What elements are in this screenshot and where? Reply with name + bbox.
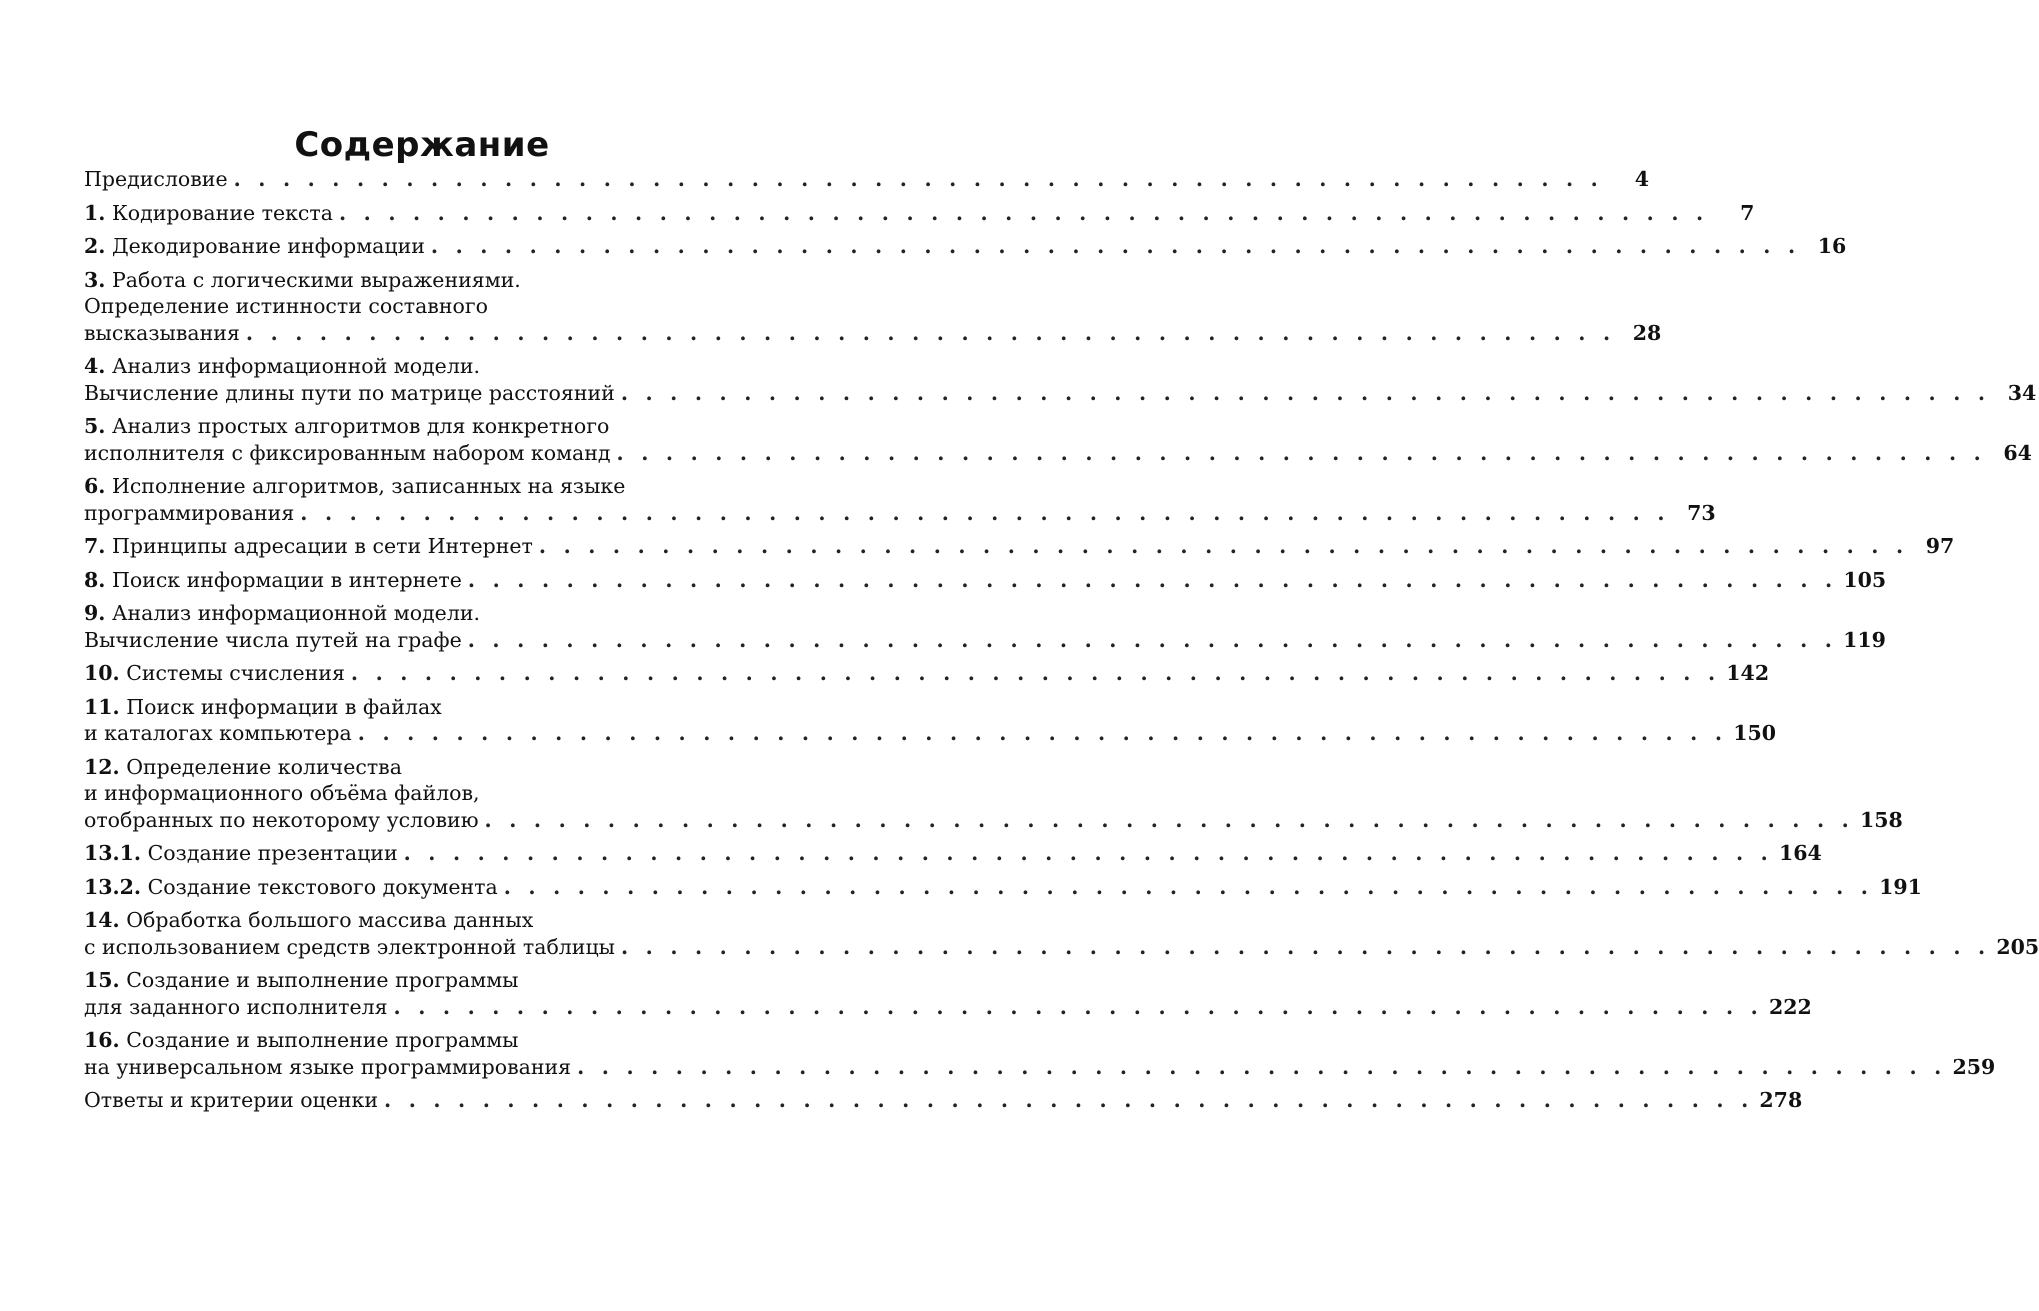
toc-entry-text: отобранных по некоторому условию	[84, 807, 479, 832]
toc-page-number: 142	[1726, 661, 1770, 685]
toc-page-number: 259	[1952, 1054, 1996, 1079]
toc-line	[84, 600, 716, 627]
toc-entry-title	[84, 754, 402, 781]
toc-page-number: 105	[1843, 567, 1887, 592]
toc-entry-text: на универсальном языке программирования	[84, 1054, 572, 1079]
toc-entry-title	[84, 320, 240, 347]
toc-entry-title	[84, 840, 398, 867]
toc-entry[interactable]	[84, 413, 2032, 466]
dot-leader: . . . . . . . . . . . . . . . . . . . . . . . . . . . . . . . . . . . . . . . . . . . . . . . . . . . . . . . .	[620, 934, 1991, 959]
toc-entry-title	[84, 413, 609, 440]
toc-entry-title	[84, 567, 462, 594]
dot-leader: . . . . . . . . . . . . . . . . . . . . . . . . . . . . . . . . . . . . . . . . . . . . . . . . . . . . . . . .	[338, 200, 1709, 225]
toc-entry[interactable]	[84, 473, 1716, 526]
toc-entry[interactable]	[84, 567, 1887, 594]
toc-entry[interactable]	[84, 840, 1822, 867]
toc-page-number: 28	[1632, 320, 1662, 345]
toc-entry-title	[84, 500, 294, 527]
toc-line	[84, 874, 1922, 901]
toc-entry-title	[84, 267, 521, 294]
dot-leader: . . . . . . . . . . . . . . . . . . . . . . . . . . . . . . . . . . . . . . . . . . . . . . . . . . . . . . . .	[467, 627, 1838, 652]
toc-page-number: 64	[2003, 440, 2032, 465]
toc-entry-number: 13.2.	[84, 874, 142, 899]
toc-line	[84, 994, 1812, 1021]
toc-entry-text: Вычисление числа путей на графе	[84, 627, 462, 652]
toc-line	[84, 267, 716, 294]
toc-page-number: 73	[1687, 500, 1716, 525]
toc-entry-text: с использованием средств электронной таблицы	[84, 934, 615, 959]
dot-leader: . . . . . . . . . . . . . . . . . . . . . . . . . . . . . . . . . . . . . . . . . . . . . . . . . . . . . . . .	[300, 500, 1670, 525]
toc-entry-text: Определение количества	[126, 754, 402, 779]
toc-line	[84, 380, 2037, 407]
toc-line	[84, 233, 1847, 260]
toc-entry-text: Работа с логическими выражениями.	[111, 267, 521, 292]
toc-page-number: 158	[1859, 807, 1903, 832]
toc-entry[interactable]	[84, 353, 2037, 406]
toc-entry-title	[84, 533, 533, 560]
toc-entry-title	[84, 907, 533, 934]
dot-leader: . . . . . . . . . . . . . . . . . . . . . . . . . . . . . . . . . . . . . . . . . . . . . . . . . . . . . . . .	[357, 721, 1728, 745]
toc-entry-text: Обработка большого массива данных	[126, 908, 534, 932]
toc-entry-text: Принципы адресации в сети Интернет	[111, 534, 533, 558]
toc-entry[interactable]	[84, 600, 1886, 653]
toc-page-number: 34	[2007, 380, 2037, 405]
toc-entry-number: 14.	[84, 908, 120, 932]
toc-entry-text: Анализ простых алгоритмов для конкретного	[111, 414, 610, 438]
toc-page-number: 7	[1740, 200, 1755, 225]
toc-entry-number: 16.	[84, 1028, 120, 1052]
toc-entry-title	[84, 627, 462, 654]
toc-line	[84, 840, 1822, 867]
toc-entry-text: Создание и выполнение программы	[126, 968, 519, 992]
toc-entry-text: Поиск информации в файлах	[126, 694, 442, 719]
toc-line	[84, 907, 716, 934]
toc-entry[interactable]	[84, 233, 1847, 260]
toc-entry-title	[84, 166, 228, 193]
toc-entry-title	[84, 934, 615, 961]
toc-line	[84, 293, 716, 320]
toc-entry-text: Создание текстового документа	[147, 874, 498, 899]
toc-entry-title	[84, 660, 345, 687]
dot-leader: . . . . . . . . . . . . . . . . . . . . . . . . . . . . . . . . . . . . . . . . . . . . . . . . . . . . . . . .	[393, 994, 1763, 1019]
toc-entry-title	[84, 233, 425, 260]
toc-line	[84, 440, 2032, 467]
toc-page-number: 191	[1879, 874, 1922, 899]
toc-page-number: 164	[1779, 841, 1822, 865]
toc-line	[84, 967, 716, 994]
toc-page-number: 150	[1733, 721, 1776, 745]
toc-page-number: 205	[1996, 934, 2039, 959]
toc-entry-title	[84, 1054, 571, 1081]
toc-entry-number: 3.	[84, 267, 106, 292]
toc-entry-number: 1.	[84, 200, 106, 225]
toc-entry[interactable]	[84, 660, 1770, 687]
dot-leader: . . . . . . . . . . . . . . . . . . . . . . . . . . . . . . . . . . . . . . . . . . . . . . . . . . . . . . . .	[430, 234, 1801, 258]
toc-entry-number: 5.	[84, 414, 106, 438]
toc-entry-title	[84, 293, 488, 320]
toc-entry-text: Вычисление длины пути по матрице расстояний	[84, 380, 615, 405]
page-title: Содержание	[294, 124, 550, 165]
toc-entry-text: программирования	[84, 500, 295, 525]
toc-entry-number: 11.	[84, 694, 120, 719]
toc-entry-text: Предисловие	[84, 167, 228, 191]
toc-page-number: 4	[1634, 167, 1650, 191]
toc-entry-text: Ответы и критерии оценки	[84, 1088, 379, 1112]
toc-entry[interactable]	[84, 200, 1755, 227]
toc-entry-number: 7.	[84, 534, 106, 558]
toc-entry-text: и каталогах компьютера	[84, 721, 352, 745]
dot-leader: . . . . . . . . . . . . . . . . . . . . . . . . . . . . . . . . . . . . . . . . . . . . . . . . . . . . . . . .	[384, 1088, 1754, 1112]
toc-entry[interactable]	[84, 694, 1776, 747]
toc-line	[84, 754, 716, 781]
table-of-contents	[84, 166, 2039, 1121]
toc-entry-text: Системы счисления	[126, 661, 345, 685]
toc-entry-title	[84, 780, 480, 807]
dot-leader: . . . . . . . . . . . . . . . . . . . . . . . . . . . . . . . . . . . . . . . . . . . . . . . . . . . . . . . .	[538, 534, 1909, 558]
toc-entry-text: Исполнение алгоритмов, записанных на языке	[111, 474, 626, 498]
dot-leader: . . . . . . . . . . . . . . . . . . . . . . . . . . . . . . . . . . . . . . . . . . . . . . . . . . . . . . . .	[403, 841, 1774, 865]
toc-entry-title	[84, 200, 333, 227]
toc-entry-number: 9.	[84, 601, 106, 625]
toc-entry-title	[84, 1087, 378, 1114]
toc-entry-number: 4.	[84, 354, 106, 378]
toc-entry-title	[84, 874, 498, 901]
toc-entry-title	[84, 1027, 519, 1054]
toc-entry[interactable]	[84, 754, 1903, 834]
dot-leader: . . . . . . . . . . . . . . . . . . . . . . . . . . . . . . . . . . . . . . . . . . . . . . . . . . . . . . . .	[577, 1054, 1947, 1079]
dot-leader: . . . . . . . . . . . . . . . . . . . . . . . . . . . . . . . . . . . . . . . . . . . . . . . . . . . . . . . .	[616, 440, 1986, 465]
toc-entry-title	[84, 473, 625, 500]
toc-entry-text: Декодирование информации	[111, 234, 425, 258]
toc-entry-title	[84, 967, 519, 994]
toc-entry-text: Анализ информационной модели.	[111, 601, 481, 625]
toc-page-number: 278	[1759, 1088, 1803, 1112]
toc-entry-text: Поиск информации в интернете	[111, 567, 462, 592]
toc-entry-title	[84, 994, 388, 1021]
toc-line	[84, 533, 1955, 560]
toc-entry[interactable]	[84, 1087, 1803, 1114]
toc-line	[84, 413, 716, 440]
toc-entry-number: 13.1.	[84, 841, 142, 865]
toc-entry-text: и информационного объёма файлов,	[84, 781, 480, 805]
toc-entry-text: исполнителя с фиксированным набором команд	[84, 440, 611, 465]
toc-entry-title	[84, 694, 442, 721]
toc-entry[interactable]	[84, 267, 1662, 347]
toc-entry[interactable]	[84, 1027, 1996, 1080]
toc-entry-number: 12.	[84, 754, 120, 779]
dot-leader: . . . . . . . . . . . . . . . . . . . . . . . . . . . . . . . . . . . . . . . . . . . . . . . . . . . . . . . .	[620, 380, 1991, 405]
toc-entry-number: 8.	[84, 567, 106, 592]
toc-entry-title	[84, 353, 480, 380]
toc-page-number: 119	[1843, 627, 1886, 652]
toc-line	[84, 1087, 1803, 1114]
toc-line	[84, 1027, 716, 1054]
toc-line	[84, 807, 1903, 834]
toc-entry[interactable]	[84, 967, 1812, 1020]
toc-line	[84, 694, 716, 721]
toc-entry-text: высказывания	[84, 320, 240, 345]
toc-entry-text: для заданного исполнителя	[84, 994, 388, 1019]
toc-entry-number: 6.	[84, 474, 106, 498]
toc-line	[84, 660, 1770, 687]
dot-leader: . . . . . . . . . . . . . . . . . . . . . . . . . . . . . . . . . . . . . . . . . . . . . . . . . . . . . . . .	[467, 567, 1838, 592]
toc-page-number: 16	[1817, 234, 1847, 258]
toc-entry-title	[84, 440, 611, 467]
toc-page-number: 222	[1768, 994, 1812, 1019]
toc-entry[interactable]	[84, 533, 1955, 560]
toc-entry[interactable]	[84, 907, 2039, 960]
toc-entry-number: 15.	[84, 968, 120, 992]
toc-entry-number: 2.	[84, 234, 106, 258]
toc-entry-title	[84, 720, 352, 747]
toc-entry[interactable]	[84, 166, 1650, 193]
toc-entry-title	[84, 380, 615, 407]
toc-line	[84, 166, 1650, 193]
toc-line	[84, 627, 1886, 654]
toc-line	[84, 473, 716, 500]
toc-entry-number: 10.	[84, 661, 120, 685]
toc-line	[84, 1054, 1996, 1081]
toc-line	[84, 780, 716, 807]
toc-line	[84, 567, 1887, 594]
toc-entry-title	[84, 807, 479, 834]
dot-leader: . . . . . . . . . . . . . . . . . . . . . . . . . . . . . . . . . . . . . . . . . . . . . . . . . . . . . . . .	[503, 874, 1874, 899]
toc-entry-text: Анализ информационной модели.	[111, 354, 481, 378]
toc-line	[84, 353, 716, 380]
dot-leader: . . . . . . . . . . . . . . . . . . . . . . . . . . . . . . . . . . . . . . . . . . . . . . . . . . . . . . . .	[350, 661, 1721, 685]
toc-line	[84, 720, 1776, 747]
toc-line	[84, 200, 1755, 227]
toc-entry-text: Создание презентации	[147, 841, 398, 865]
toc-entry[interactable]	[84, 874, 1922, 901]
toc-line	[84, 320, 1662, 347]
toc-line	[84, 934, 2039, 961]
toc-entry-text: Кодирование текста	[111, 200, 333, 225]
dot-leader: . . . . . . . . . . . . . . . . . . . . . . . . . . . . . . . . . . . . . . . . . . . . . . . . . . . . . . . .	[233, 167, 1604, 191]
toc-entry-text: Определение истинности составного	[84, 294, 488, 318]
dot-leader: . . . . . . . . . . . . . . . . . . . . . . . . . . . . . . . . . . . . . . . . . . . . . . . . . . . . . . . .	[484, 807, 1854, 832]
toc-line	[84, 500, 1716, 527]
dot-leader: . . . . . . . . . . . . . . . . . . . . . . . . . . . . . . . . . . . . . . . . . . . . . . . . . . . . . . . .	[245, 320, 1616, 345]
toc-entry-title	[84, 600, 480, 627]
toc-page-number: 97	[1925, 534, 1955, 558]
toc-entry-text: Создание и выполнение программы	[126, 1028, 519, 1052]
